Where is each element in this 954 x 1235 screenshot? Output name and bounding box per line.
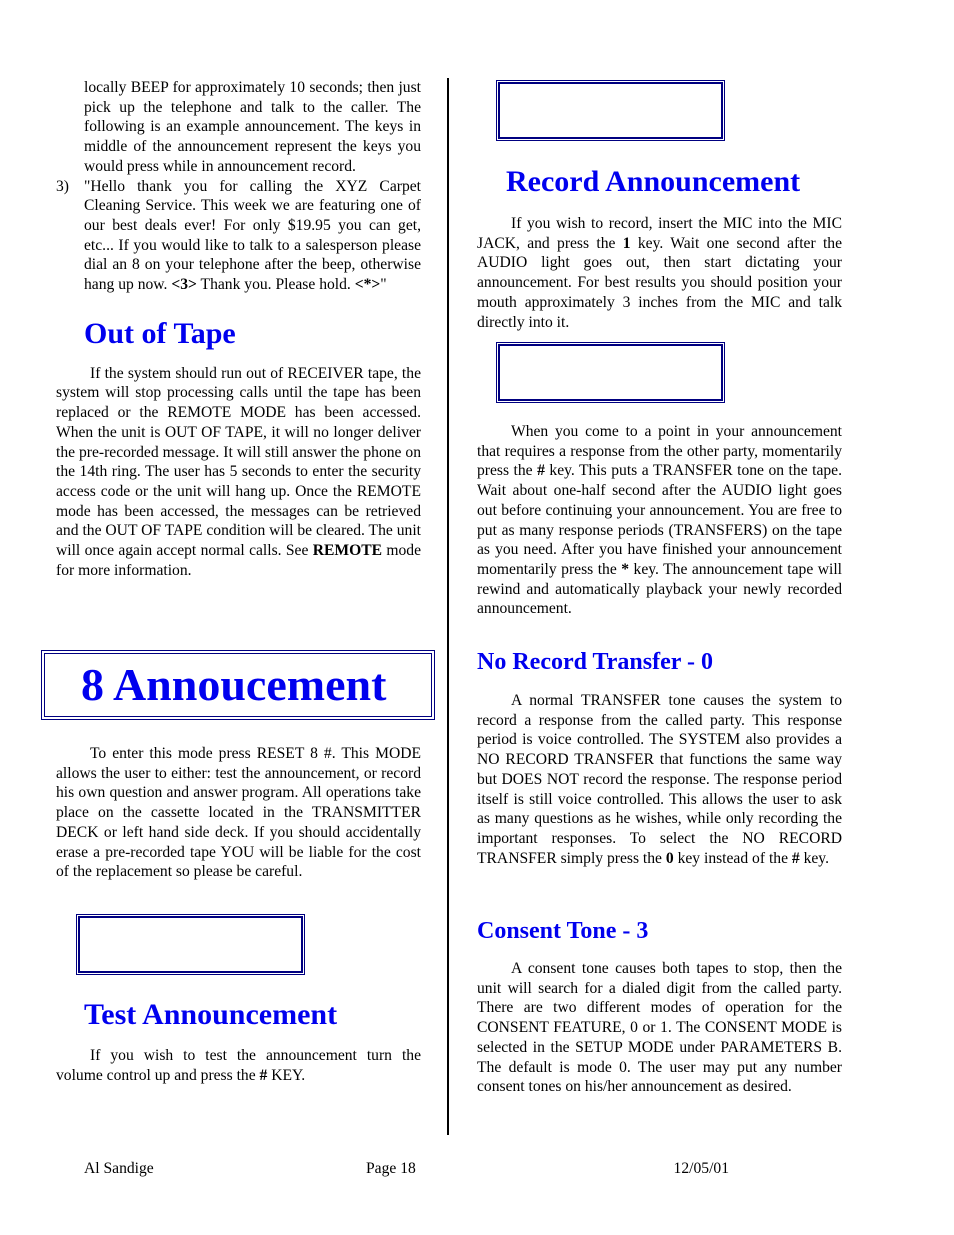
record-paragraph: [477, 214, 842, 332]
consent-paragraph: A consent tone causes both tapes to stop, then the unit will search for a dialed digit from the called party. There are two different modes of operation for the CONSENT FEATURE, 0 or 1. The CONSENT MODE is selected in the SETUP MODE under PARAMETERS B. The default is mode 0. The user may put any number consent tones on his/her announcement as desired.: [477, 960, 842, 1096]
no-record-text-b: key instead of the: [673, 849, 792, 867]
hash-key-transfer: #: [537, 462, 545, 480]
transfer-text-b: key. This puts a TRANSFER tone on the tape. Wait about one-half second after the AUDIO light goes out before continuing your announcement. You are free to put as many response periods (TRANSFERS) on the tape as you need. After you have finished your announcement momentarily press the: [477, 462, 842, 578]
transfer-text-c: key. The announcement tape will rewind and automatically playback your newly recorded announcement.: [477, 560, 842, 618]
test-announcement-heading: Test Announcement: [84, 998, 338, 1031]
list-number: 3): [56, 177, 69, 195]
list-item-3: [56, 177, 421, 295]
mode-title-box: [41, 650, 435, 720]
key-0: 0: [665, 849, 674, 867]
transfer-paragraph: [477, 422, 842, 619]
example-text: "Hello thank you for calling the XYZ Carpet Cleaning Service. This week we are featuring one of our best deals ever! For only $19.95 you can get, etc... If you would like to talk to a salesperson please dial an 8 on your telephone after the beep, otherwise hang up now.: [84, 177, 421, 294]
hash-key-no-record: #: [791, 849, 800, 867]
star-key: *: [621, 560, 630, 578]
example-text-mid: Thank you. Please hold.: [196, 276, 355, 294]
test-text: If you wish to test the announcement turn the volume control up and press the: [56, 1047, 421, 1084]
footer-page-number: Page 18: [366, 1160, 416, 1177]
transfer-text-a: When you come to a point in your announcement that requires a response from the other party, momentarily press the: [477, 423, 842, 480]
out-of-tape-text: If the system should run out of RECEIVER tape, the system will stop processing calls until the tape has been replaced or the REMOTE MODE has been accessed. When the unit is OUT OF TAPE, it will no longer deliver the pre-recorded message. It will still answer the phone on the 14th ring. The user has 5 seconds to enter the security access code or the unit will hang up. Once the REMOTE mode has been accessed, the messages can be retrieved and the OUT OF TAPE condition will be cleared. The unit will once again accept normal calls. See: [56, 364, 421, 560]
mode-paragraph: To enter this mode press RESET 8 #. This MODE allows the user to either: test the announcement, or record his own question and answer program. All operations take place on the cassette located in the TRANSMITTER DECK or left hand side deck. If you should accidentally erase a pre-recorded tape YOU will be liable for the cost of the replacement so please be careful.: [56, 745, 421, 881]
test-announcement-paragraph: [56, 1046, 421, 1085]
hash-key: #: [259, 1066, 268, 1084]
footer-author: Al Sandige: [84, 1160, 154, 1177]
record-announcement-heading: Record Announcement: [506, 165, 801, 198]
key-star: <*>: [354, 276, 381, 294]
empty-frame-top-right: [496, 80, 725, 141]
record-text: If you wish to record, insert the MIC into the MIC JACK, and press the: [477, 215, 842, 252]
key-1: 1: [622, 234, 631, 252]
empty-frame-left: [76, 914, 305, 975]
continued-paragraph: locally BEEP for approximately 10 seconds; then just pick up the telephone and talk to the caller. The following is an example announcement. The keys in middle of the announcement represent the keys you would press while in announcement record.: [84, 79, 421, 175]
out-of-tape-heading: Out of Tape: [84, 316, 236, 350]
out-of-tape-end: mode for more information.: [56, 542, 421, 579]
no-record-text-a: A normal TRANSFER tone causes the system to record a response from the called party. This response period is voice controlled. The SYSTEM also provides a NO RECORD TRANSFER that functions the same way but DOES NOT record the response. The response period itself is still voice controlled. This allows the user to ask as many questions as he wishes, while only recording the important responses. To select the NO RECORD TRANSFER simply press the: [477, 692, 842, 867]
record-text-end: key. Wait one second after the AUDIO light goes out, then start dictating your announcement. For best results you should position your mouth approximately 3 inches from the MIC and talk directly into it.: [477, 234, 842, 331]
mode-title: 8 Annoucement: [81, 659, 387, 710]
no-record-text-c: key.: [799, 849, 829, 867]
key-3: <3>: [171, 276, 197, 294]
consent-tone-heading: Consent Tone - 3: [477, 918, 649, 944]
example-text-end: ": [380, 276, 387, 294]
column-divider: [447, 78, 449, 1135]
no-record-paragraph: [477, 691, 842, 868]
remote-bold: REMOTE: [312, 542, 383, 560]
out-of-tape-paragraph: [56, 364, 421, 581]
no-record-transfer-heading: No Record Transfer - 0: [477, 649, 713, 675]
test-text-end: KEY.: [267, 1066, 306, 1084]
footer-date: 12/05/01: [673, 1160, 729, 1177]
left-column: [56, 78, 421, 580]
page-footer: [84, 1159, 729, 1179]
empty-frame-mid-right: [496, 342, 725, 403]
